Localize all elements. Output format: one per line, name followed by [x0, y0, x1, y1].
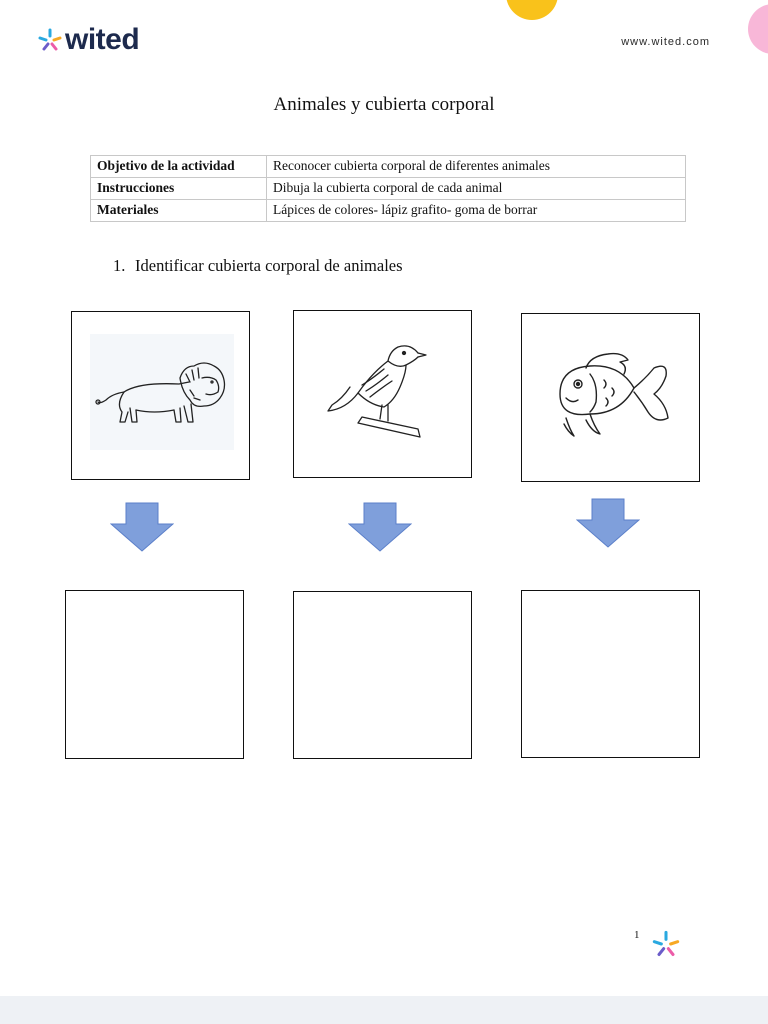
wited-logo [38, 24, 139, 56]
down-arrow-icon [576, 498, 640, 548]
row-value: Dibuja la cubierta corporal de cada animal [267, 178, 686, 200]
row-value: Reconocer cubierta corporal de diferentes animales [267, 156, 686, 178]
page-number: 1 [634, 929, 640, 941]
wited-star-icon [652, 930, 680, 958]
decorative-yellow-circle [506, 0, 558, 20]
activity-info-table [90, 155, 686, 222]
table-row [91, 156, 686, 178]
wited-star-icon [38, 28, 62, 52]
lion-answer-box[interactable] [65, 590, 244, 759]
task-number: 1. [113, 256, 126, 275]
row-value: Lápices de colores- lápiz grafito- goma de borrar [267, 200, 686, 222]
site-url[interactable]: www.wited.com [621, 36, 710, 48]
row-label: Materiales [91, 200, 267, 222]
fish-drawing-icon [550, 348, 674, 440]
lion-drawing-icon [94, 352, 234, 432]
brand-name: wited [65, 23, 140, 56]
task-text: Identificar cubierta corporal de animales [135, 256, 403, 275]
fish-picture-box [521, 313, 700, 482]
task-item [113, 256, 403, 276]
table-row [91, 178, 686, 200]
viewer-bottom-strip [0, 996, 768, 1024]
row-label: Objetivo de la actividad [91, 156, 267, 178]
lion-picture-box [71, 311, 250, 480]
down-arrow-icon [110, 502, 174, 552]
decorative-pink-circle [748, 4, 768, 54]
fish-answer-box[interactable] [521, 590, 700, 758]
bird-picture-box [293, 310, 472, 478]
document-title: Animales y cubierta corporal [273, 94, 495, 115]
down-arrow-icon [348, 502, 412, 552]
table-row [91, 200, 686, 222]
bird-drawing-icon [322, 339, 446, 443]
row-label: Instrucciones [91, 178, 267, 200]
bird-answer-box[interactable] [293, 591, 472, 759]
